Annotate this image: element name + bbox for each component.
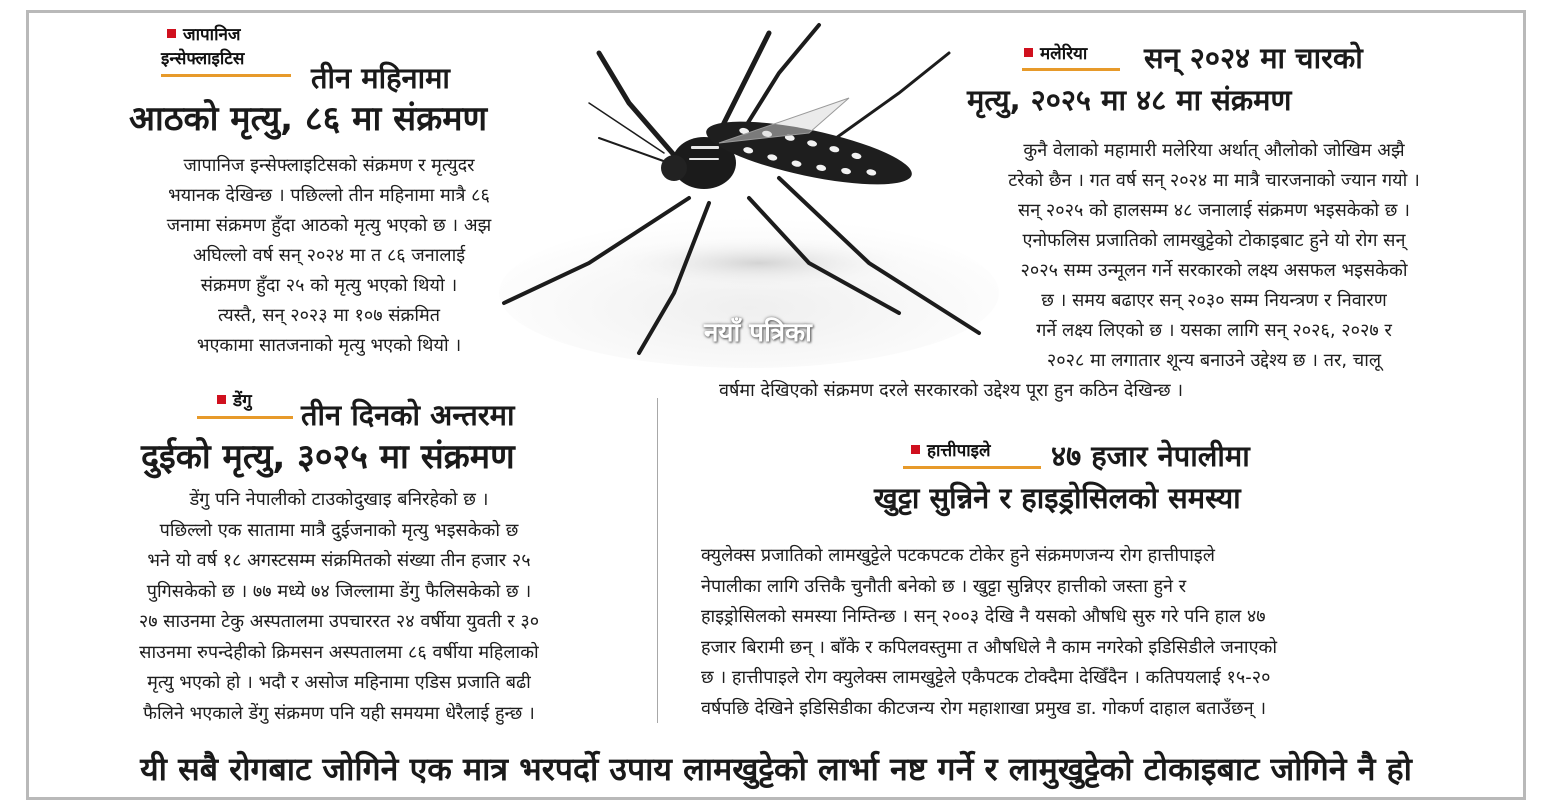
je-tag-underline [161, 74, 291, 77]
footer-message: यी सबै रोगबाट जोगिने एक मात्र भरपर्दो उपाय लामखुट्टेको लार्भा नष्ट गर्ने र लामुखुट्टेको टोकाइबाट जोगिने नै हो [140, 750, 1412, 788]
je-headline-1: तीन महिनामा [311, 61, 450, 95]
filaria-headline-1: ४७ हजार नेपालीमा [1051, 439, 1250, 473]
je-headline-2: आठको मृत्यु, ८६ मा संक्रमण [129, 99, 488, 139]
malaria-tag-label: मलेरिया [1040, 44, 1088, 64]
malaria-headline-2: मृत्यु, २०२५ मा ४८ मा संक्रमण [967, 83, 1292, 117]
je-body: जापानिज इन्सेफ्लाइटिसको संक्रमण र मृत्युदर भयानक देखिन्छ । पछिल्लो तीन महिनामा मात्रै ८६ जनामा संक्रमण हुँदा आठको मृत्यु भएको छ । अझ अघिल्लो वर्ष सन् २०२४ मा त ८६ जनालाई संक्रमण हुँदा २५ को मृत्यु भएको थियो । त्यस्तै, सन् २०२३ मा १०७ संक्रमित भएकामा सातजनाको मृत्यु भएको थियो । [166, 155, 492, 356]
column-divider [657, 398, 658, 723]
filaria-tag-label: हात्तीपाइले [927, 441, 991, 461]
red-square-icon [217, 395, 226, 404]
malaria-headline-1: सन् २०२४ मा चारको [1144, 41, 1363, 75]
je-tag-line2: इन्सेफ्लाइटिस [161, 49, 245, 69]
watermark-text: नयाँ पत्रिका [704, 318, 812, 348]
malaria-tag [1024, 44, 1087, 64]
je-tag-line1: जापानिज [183, 25, 241, 45]
red-square-icon [1024, 48, 1033, 57]
je-tag [167, 25, 241, 45]
infographic-frame [26, 10, 1526, 800]
dengue-headline-2: दुईको मृत्यु, ३०२५ मा संक्रमण [141, 437, 515, 477]
malaria-body-last: वर्षमा देखिएको संक्रमण दरले सरकारको उद्देश्य पूरा हुन कठिन देखिन्छ । [719, 380, 1184, 401]
dengue-tag [217, 391, 252, 411]
dengue-tag-underline [197, 416, 293, 419]
red-square-icon [911, 445, 920, 454]
red-square-icon [167, 29, 176, 38]
filaria-tag-underline [903, 466, 1041, 469]
filaria-tag [911, 441, 991, 461]
filaria-headline-2: खुट्टा सुन्निने र हाइड्रोसिलको समस्या [874, 481, 1241, 515]
dengue-tag-label: डेंगु [233, 391, 252, 411]
malaria-body: कुनै वेलाको महामारी मलेरिया अर्थात् औलोको जोखिम अझै टरेको छैन । गत वर्ष सन् २०२४ मा मात्रै चारजनाको ज्यान गयो । सन् २०२५ को हालसम्म ४८ जनालाई संक्रमण भइसकेको छ । एनोफलिस प्रजातिको लामखुट्टेको टोकाइबाट हुने यो रोग सन् २०२५ सम्म उन्मूलन गर्ने सरकारको लक्ष्य असफल भइसकेको छ । समय बढाएर सन् २०३० सम्म नियन्त्रण र निवारण गर्ने लक्ष्य लिएको छ । यसका लागि सन् २०२६, २०२७ र २०२८ मा लगातार शून्य बनाउने उद्देश्य छ । तर, चालू [1008, 140, 1420, 371]
malaria-tag-underline [1022, 68, 1120, 71]
dengue-body: डेंगु पनि नेपालीको टाउकोदुखाइ बनिरहेको छ । पछिल्लो एक सातामा मात्रै दुईजनाको मृत्यु भइसकेको छ भने यो वर्ष १८ अगस्टसम्म संक्रमितको संख्या तीन हजार २५ पुगिसकेको छ । ७७ मध्ये ७४ जिल्लामा डेंगु फैलिसकेको छ । २७ साउनमा टेकु अस्पतालमा उपचाररत २४ वर्षीया युवती र ३० साउनमा रुपन्देहीको क्रिमसन अस्पतालमा ८६ वर्षीया महिलाको मृत्यु भएको हो । भदौ र असोज महिनामा एडिस प्रजाति बढी फैलिने भएकाले डेंगु संक्रमण पनि यही समयमा धेरैलाई हुन्छ । [138, 489, 540, 724]
filaria-body: क्युलेक्स प्रजातिको लामखुट्टेले पटकपटक टोकेर हुने संक्रमणजन्य रोग हात्तीपाइले नेपालीका लागि उत्तिकै चुनौती बनेको छ । खुट्टा सुन्निएर हात्तीको जस्ता हुने र हाइड्रोसिलको समस्या निम्तिन्छ । सन् २००३ देखि नै यसको औषधि सुरु गरे पनि हाल ४७ हजार बिरामी छन् । बाँके र कपिलवस्तुमा त औषधिले नै काम नगरेको इडिसिडीले जनाएको छ । हात्तीपाइले रोग क्युलेक्स लामखुट्टेले एकैपटक टोक्दैमा देखिँदैन । कतिपयलाई १५-२० वर्षपछि देखिने इडिसिडीका कीटजन्य रोग महाशाखा प्रमुख डा. गोकर्ण दाहाल बताउँछन् । [701, 545, 1278, 719]
dengue-headline-1: तीन दिनको अन्तरमा [301, 398, 515, 432]
